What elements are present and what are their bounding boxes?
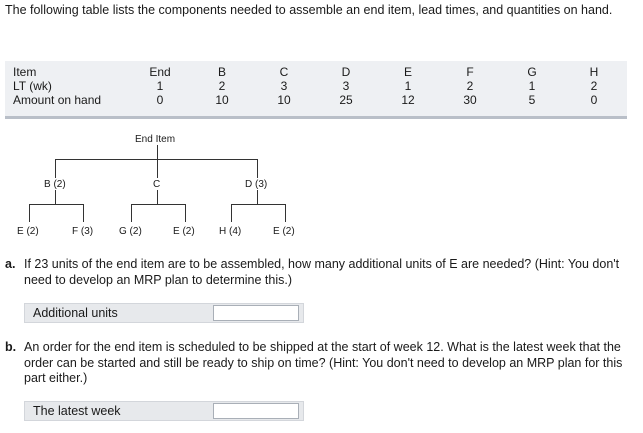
question-b bbox=[5, 340, 627, 387]
tree-node-f-under-b: F (3) bbox=[72, 226, 94, 237]
col-end-item: End bbox=[149, 65, 171, 79]
col-d-on-hand: 25 bbox=[339, 93, 353, 107]
col-e-item: E bbox=[403, 65, 412, 79]
answer-row-additional-units bbox=[24, 303, 304, 323]
col-b-lt: 2 bbox=[218, 79, 226, 93]
tree-node-d: D (3) bbox=[245, 179, 268, 190]
col-d-item: D bbox=[341, 65, 351, 79]
tree-node-c: C bbox=[153, 179, 161, 190]
col-c-item: C bbox=[279, 65, 289, 79]
row-label-lt: LT (wk) bbox=[13, 79, 52, 93]
tree-node-end-item: End Item bbox=[135, 134, 176, 145]
question-a-text: If 23 units of the end item are to be assembled, how many additional units of E are needed? (Hint: You don't need to develop an MRP plan to determine this.) bbox=[24, 257, 620, 287]
additional-units-input[interactable] bbox=[213, 305, 299, 321]
col-end-lt: 1 bbox=[156, 79, 164, 93]
tree-node-e-under-d: E (2) bbox=[273, 226, 295, 237]
col-g-on-hand: 5 bbox=[528, 93, 536, 107]
tree-node-h-under-d: H (4) bbox=[219, 226, 242, 237]
tree-node-e-under-b: E (2) bbox=[17, 226, 39, 237]
col-h-on-hand: 0 bbox=[590, 93, 598, 107]
col-g-lt: 1 bbox=[528, 79, 536, 93]
col-h-lt: 2 bbox=[590, 79, 598, 93]
question-a bbox=[5, 257, 627, 288]
answer-row-latest-week bbox=[24, 401, 304, 421]
latest-week-label: The latest week bbox=[33, 404, 121, 418]
intro-text: The following table lists the components needed to assemble an end item, lead times, and quantities on hand. bbox=[5, 3, 613, 17]
row-label-item: Item bbox=[13, 65, 37, 79]
components-table bbox=[5, 61, 627, 119]
col-f-item: F bbox=[466, 65, 474, 79]
col-c-on-hand: 10 bbox=[277, 93, 291, 107]
col-d-lt: 3 bbox=[342, 79, 350, 93]
col-e-lt: 1 bbox=[404, 79, 412, 93]
col-g-item: G bbox=[527, 65, 537, 79]
col-b-item: B bbox=[217, 65, 226, 79]
col-e-on-hand: 12 bbox=[401, 93, 415, 107]
question-a-letter: a. bbox=[5, 257, 16, 271]
col-end-on-hand: 0 bbox=[156, 93, 164, 107]
latest-week-input[interactable] bbox=[213, 403, 299, 419]
col-b-on-hand: 10 bbox=[215, 93, 229, 107]
col-c-lt: 3 bbox=[280, 79, 288, 93]
tree-node-b: B (2) bbox=[44, 179, 66, 190]
col-h-item: H bbox=[589, 65, 599, 79]
col-f-lt: 2 bbox=[466, 79, 474, 93]
tree-node-e-under-c: E (2) bbox=[173, 226, 195, 237]
product-structure-tree bbox=[0, 128, 320, 243]
tree-node-g-under-c: G (2) bbox=[119, 226, 142, 237]
question-b-text: An order for the end item is scheduled to be shipped at the start of week 12. What is the latest week that the order can be started and still be ready to ship on time? (Hint: You don't need to develop an MRP plan for this part either.) bbox=[24, 340, 623, 385]
row-label-on-hand: Amount on hand bbox=[13, 93, 102, 107]
question-b-letter: b. bbox=[5, 340, 17, 354]
col-f-on-hand: 30 bbox=[463, 93, 477, 107]
additional-units-label: Additional units bbox=[33, 306, 118, 320]
